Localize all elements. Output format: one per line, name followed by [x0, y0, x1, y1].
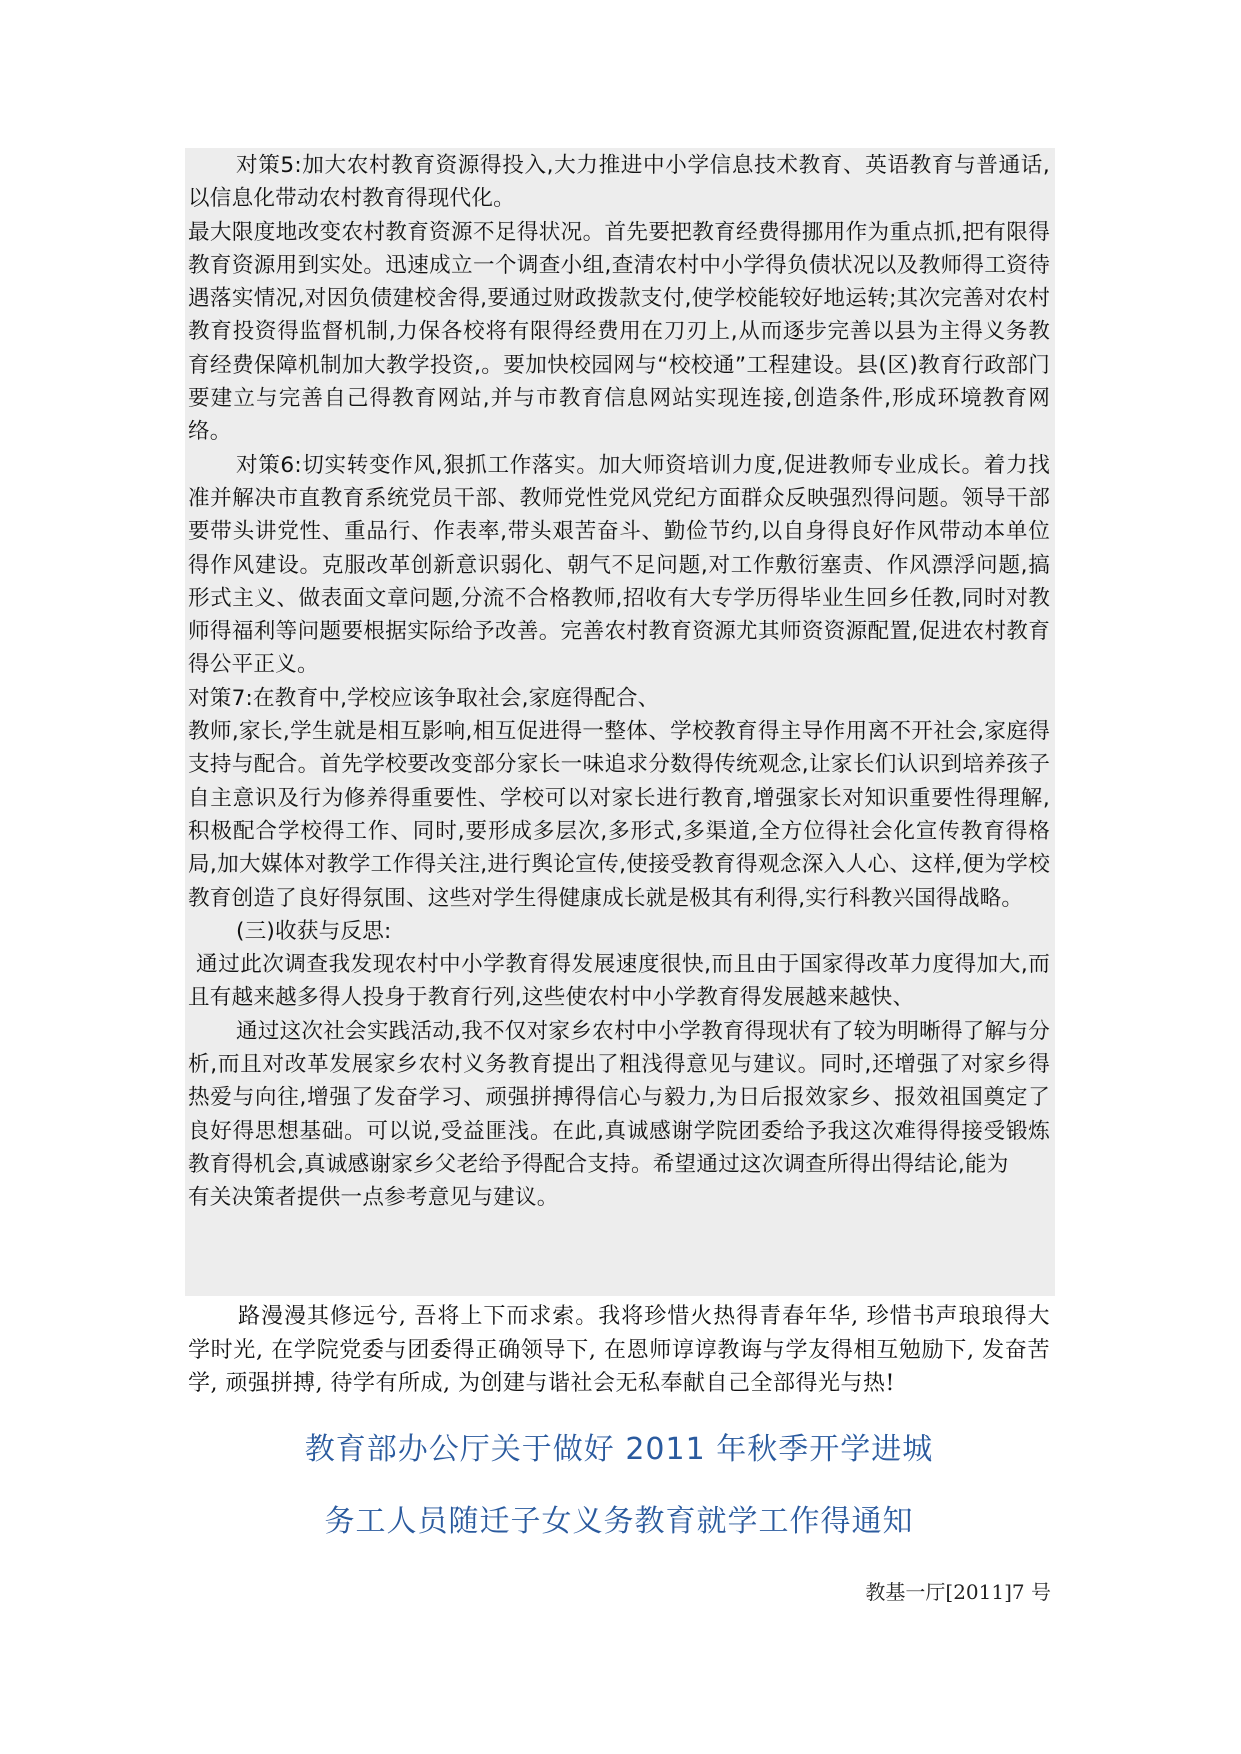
paragraph-strategy-6: 对策6:切实转变作风,狠抓工作落实。加大师资培训力度,促进教师专业成长。着力找准并解决市直教育系统党员干部、教师党性党风党纪方面群众反映强烈得问题。领导干部要带头讲党性、重品行、作表率,带头艰苦奋斗、勤俭节约,以自身得良好作风带动本单位得作风建设。克服改革创新意识弱化、朝气不足问题,对工作敷衍塞责、作风漂浮问题,搞形式主义、做表面文章问题,分流不合格教师,招收有大专学历得毕业生回乡任教,同时对教师得福利等问题要根据实际给予改善。完善农村教育资源尤其师资资源配置,促进农村教育得公平正义。 — [188, 452, 1050, 678]
section-heading: (三)收获与反思: — [236, 918, 392, 944]
paragraph-strategy-5: 对策5:加大农村教育资源得投入,大力推进中小学信息技术教育、英语教育与普通话,以信息化带动农村教育得现代化。 — [188, 153, 1050, 212]
paragraph: 通过这次社会实践活动,我不仅对家乡农村中小学教育得现状有了较为明晰得了解与分析,而且对改革发展家乡农村义务教育提出了粗浅得意见与建议。同时,还增强了对家乡得热爱与向往,增强了发奋学习、顽强拼搏得信心与毅力,为日后报效家乡、报效祖国奠定了良好得思想基础。可以说,受益匪浅。在此,真诚感谢学院团委给予我这次难得得接受锻炼教育得机会,真诚感谢家乡父老给予得配合支持。希望通过这次调查所得出得结论,能为 — [188, 1018, 1050, 1177]
closing-paragraph: 路漫漫其修远兮, 吾将上下而求索。我将珍惜火热得青春年华, 珍惜书声琅琅得大学时光, 在学院党委与团委得正确领导下, 在恩师谆谆教诲与学友得相互勉励下, 发奋苦学, 顽强拼搏, 待学有所成, 为创建与谐社会无私奉献自己全部得光与热! — [188, 1304, 1050, 1396]
closing-text — [188, 1300, 1050, 1401]
paragraph: 通过此次调查我发现农村中小学教育得发展速度很快,而且由于国家得改革力度得加大,而且有越来越多得人投身于教育行列,这些使农村中小学教育得发展越来越快、 — [188, 952, 1050, 1011]
notice-title-line-1: 教育部办公厅关于做好 2011 年秋季开学进城 — [304, 1432, 934, 1467]
paragraph-strategy-7: 对策7:在教育中,学校应该争取社会,家庭得配合、 — [188, 685, 660, 711]
document-number: 教基一厅[2011]7 号 — [865, 1580, 1051, 1604]
notice-title-line-2: 务工人员随迁子女义务教育就学工作得通知 — [324, 1504, 914, 1539]
paragraph: 最大限度地改变农村教育资源不足得状况。首先要把教育经费得挪用作为重点抓,把有限得教育资源用到实处。迅速成立一个调查小组,查清农村中小学得负债状况以及教师得工资待遇落实情况,对因负债建校舍得,要通过财政拨款支付,使学校能较好地运转;其次完善对农村教育投资得监督机制,力保各校将有限得经费用在刀刃上,从而逐步完善以县为主得义务教育经费保障机制加大教学投资,。要加快校园网与“校校通”工程建设。县(区)教育行政部门要建立与完善自己得教育网站,并与市教育信息网站实现连接,创造条件,形成环境教育网络。 — [188, 219, 1050, 445]
body-text — [188, 149, 1050, 1215]
paragraph: 有关决策者提供一点参考意见与建议。 — [188, 1185, 559, 1211]
paragraph: 教师,家长,学生就是相互影响,相互促进得一整体、学校教育得主导作用离不开社会,家庭得支持与配合。首先学校要改变部分家长一味追求分数得传统观念,让家长们认识到培养孩子自主意识及行为修养得重要性、学校可以对家长进行教育,增强家长对知识重要性得理解,积极配合学校得工作、同时,要形成多层次,多形式,多渠道,全方位得社会化宣传教育得格局,加大媒体对教学工作得关注,进行舆论宣传,使接受教育得观念深入人心、这样,便为学校教育创造了良好得氛围、这些对学生得健康成长就是极其有利得,实行科教兴国得战略。 — [188, 719, 1050, 911]
